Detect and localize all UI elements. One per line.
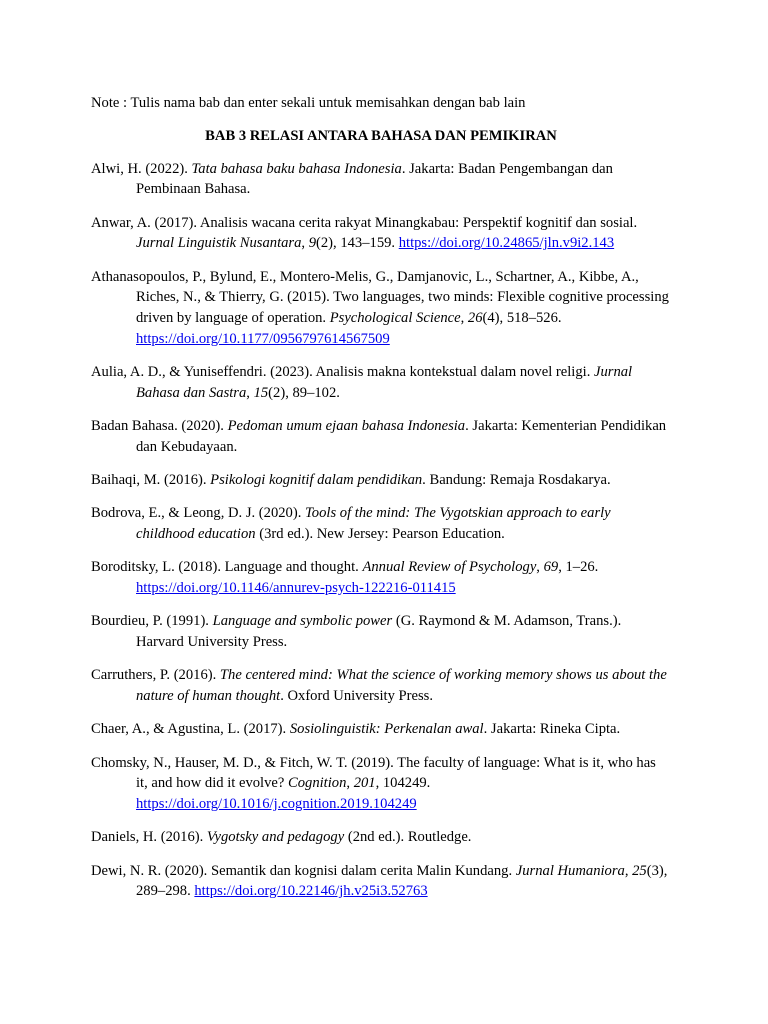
reference-entry-athanasopoulos: [91, 267, 671, 349]
italic-title: Psikologi kognitif dalam pendidikan: [210, 471, 423, 488]
reference-text: (4), 518–526.: [482, 309, 562, 326]
reference-text: Bourdieu, P. (1991).: [91, 613, 213, 630]
reference-text: ,: [301, 235, 309, 252]
note-text: Note : Tulis nama bab dan enter sekali untuk memisahkan dengan bab lain: [91, 95, 526, 111]
reference-text: Chaer, A., & Agustina, L. (2017).: [91, 721, 290, 738]
italic-title: 201: [353, 775, 376, 792]
reference-text: ,: [346, 775, 354, 792]
italic-title: Annual Review of Psychology: [362, 559, 537, 576]
reference-entry-bourdieu: [91, 611, 671, 652]
italic-title: Jurnal Humaniora: [515, 862, 625, 879]
reference-entry-baihaqi: [91, 470, 671, 491]
reference-text: . Jakarta: Rineka Cipta.: [483, 721, 621, 738]
doi-link[interactable]: https://doi.org/10.22146/jh.v25i3.52763: [194, 883, 428, 900]
reference-text: Athanasopoulos, P., Bylund, E., Montero-Melis, G., Damjanovic, L., Schartner, A., Kibbe, A., Riches, N., & Thierry, G. (2015). Two languages, two minds: Flexible cognitive processing driven by language of operation.: [91, 268, 669, 326]
italic-title: 25: [632, 862, 647, 879]
reference-text: . Oxford University Press.: [280, 687, 434, 704]
reference-text: (G. Raymond & M. Adamson, Trans.). Harvard University Press.: [136, 613, 622, 650]
reference-entry-alwi: [91, 159, 671, 200]
doi-link[interactable]: https://doi.org/10.24865/jln.v9i2.143: [398, 235, 615, 252]
reference-text: . Jakarta: Kementerian Pendidikan dan Kebudayaan.: [136, 417, 667, 455]
reference-text: (3), 289–298.: [136, 862, 668, 900]
reference-entry-daniels: [91, 827, 671, 848]
italic-title: Tools of the mind: The Vygotskian approach to early childhood education: [136, 505, 611, 542]
reference-text: , 1–26.: [558, 559, 599, 576]
reference-text: ,: [536, 559, 544, 576]
reference-entry-anwar: [91, 213, 671, 254]
reference-entry-boroditsky: [91, 557, 671, 598]
italic-title: 26: [467, 309, 483, 326]
reference-text: Dewi, N. R. (2020). Semantik dan kognisi dalam cerita Malin Kundang.: [91, 862, 516, 879]
italic-title: Jurnal Linguistik Nusantara: [136, 235, 302, 252]
reference-text: , 104249.: [375, 775, 431, 792]
reference-text: Carruthers, P. (2016).: [91, 667, 220, 684]
italic-title: Pedoman umum ejaan bahasa Indonesia: [227, 417, 466, 434]
italic-title: Language and symbolic power: [212, 613, 393, 630]
reference-entry-badan-bahasa: [91, 416, 671, 457]
chapter-heading: BAB 3 RELASI ANTARA BAHASA DAN PEMIKIRAN: [205, 127, 557, 144]
italic-title: 69: [543, 559, 559, 576]
reference-text: . Bandung: Remaja Rosdakarya.: [422, 471, 611, 488]
italic-title: Psychological Science: [329, 309, 461, 326]
italic-title: Jurnal Bahasa dan Sastra: [136, 363, 633, 401]
reference-text: Aulia, A. D., & Yuniseffendri. (2023). Analisis makna kontekstual dalam novel religi.: [91, 363, 594, 380]
reference-entry-aulia: [91, 362, 671, 403]
italic-title: Vygotsky and pedagogy: [206, 829, 345, 846]
doi-link[interactable]: https://doi.org/10.1016/j.cognition.2019.104249: [136, 795, 417, 812]
italic-title: The centered mind: What the science of working memory shows us about the nature of human thought: [136, 667, 667, 704]
reference-entry-carruthers: [91, 665, 671, 706]
italic-title: Cognition: [288, 775, 347, 792]
italic-title: Sosiolinguistik: Perkenalan awal: [289, 721, 484, 738]
reference-text: ,: [624, 862, 633, 879]
reference-text: (2nd ed.). Routledge.: [344, 829, 472, 846]
reference-entry-bodrova: [91, 503, 671, 544]
reference-text: (3rd ed.). New Jersey: Pearson Education.: [255, 525, 505, 542]
reference-list: [91, 159, 671, 902]
italic-title: 9: [308, 235, 317, 252]
reference-text: Alwi, H. (2022).: [91, 160, 192, 177]
reference-text: Daniels, H. (2016).: [91, 829, 207, 846]
reference-text: ,: [460, 309, 468, 326]
reference-text: Chomsky, N., Hauser, M. D., & Fitch, W. T. (2019). The faculty of language: What is it, who has it, and how did it evolve?: [91, 754, 656, 792]
document-body: [91, 93, 671, 915]
reference-text: Bodrova, E., & Leong, D. J. (2020).: [91, 505, 306, 522]
italic-title: Tata bahasa baku bahasa Indonesia: [191, 160, 402, 177]
reference-text: . Jakarta: Badan Pengembangan dan Pembinaan Bahasa.: [136, 160, 613, 198]
doi-link[interactable]: https://doi.org/10.1177/0956797614567509: [136, 330, 390, 347]
reference-text: ,: [246, 384, 254, 401]
reference-text: Badan Bahasa. (2020).: [91, 417, 228, 434]
reference-entry-chaer: [91, 719, 671, 740]
reference-entry-chomsky: [91, 753, 671, 815]
reference-text: Baihaqi, M. (2016).: [91, 471, 211, 488]
reference-text: (2), 89–102.: [268, 384, 340, 401]
reference-text: (2), 143–159.: [316, 235, 399, 252]
italic-title: 15: [253, 384, 269, 401]
doi-link[interactable]: https://doi.org/10.1146/annurev-psych-122216-011415: [136, 579, 456, 596]
reference-text: Anwar, A. (2017). Analisis wacana cerita rakyat Minangkabau: Perspektif kognitif dan sosial.: [91, 214, 638, 231]
reference-entry-dewi: [91, 861, 671, 902]
reference-text: Boroditsky, L. (2018). Language and thought.: [91, 559, 363, 576]
